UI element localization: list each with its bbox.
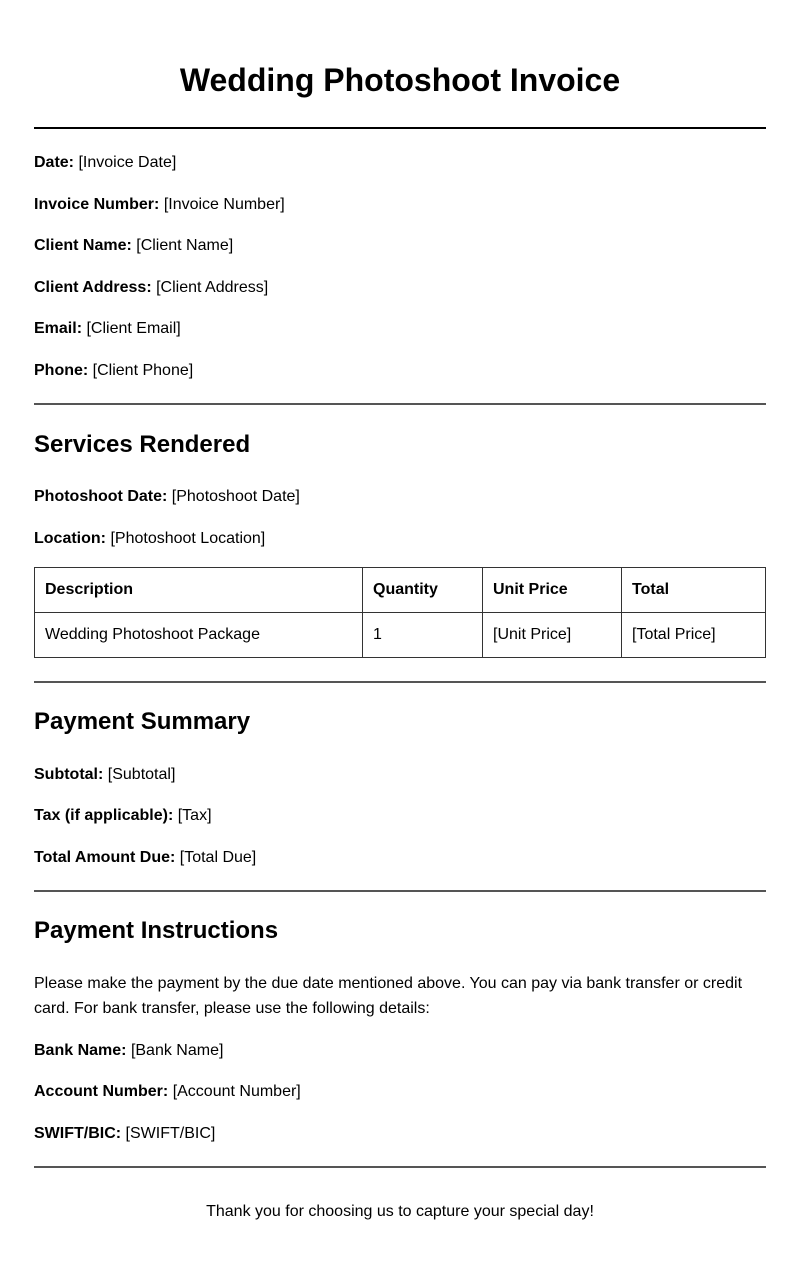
phone-field <box>34 361 193 381</box>
table-row <box>35 613 766 658</box>
account-number-field <box>34 1082 301 1102</box>
column-header-unit-price: Unit Price <box>483 568 622 613</box>
total-due-label: Total Amount Due: <box>34 849 176 866</box>
email-field <box>34 319 181 339</box>
invoice-number-field <box>34 195 285 215</box>
subtotal-value: [Subtotal] <box>107 766 176 783</box>
client-name-value: [Client Name] <box>136 237 234 254</box>
divider <box>34 681 766 683</box>
invoice-title: Wedding Photoshoot Invoice <box>179 62 621 98</box>
account-number-label: Account Number: <box>34 1083 169 1100</box>
column-header-total: Total <box>622 568 766 613</box>
phone-value: [Client Phone] <box>92 362 194 379</box>
subtotal-field <box>34 765 175 785</box>
tax-field <box>34 806 212 826</box>
client-address-label: Client Address: <box>34 279 152 296</box>
photoshoot-date-value: [Photoshoot Date] <box>171 488 300 505</box>
bank-name-value: [Bank Name] <box>130 1042 224 1059</box>
payment-summary-heading: Payment Summary <box>34 708 251 735</box>
account-number-value: [Account Number] <box>172 1083 301 1100</box>
invoice-number-value: [Invoice Number] <box>163 196 285 213</box>
client-name-field <box>34 236 233 256</box>
column-header-quantity: Quantity <box>363 568 483 613</box>
date-label: Date: <box>34 154 75 171</box>
client-address-value: [Client Address] <box>156 279 269 296</box>
swift-bic-value: [SWIFT/BIC] <box>125 1125 216 1142</box>
invoice-number-label: Invoice Number: <box>34 196 160 213</box>
thank-you-note: Thank you for choosing us to capture your special day! <box>206 1203 594 1220</box>
client-name-label: Client Name: <box>34 237 132 254</box>
location-label: Location: <box>34 530 106 547</box>
phone-label: Phone: <box>34 362 89 379</box>
total-due-value: [Total Due] <box>179 849 257 866</box>
date-field <box>34 153 176 173</box>
tax-label: Tax (if applicable): <box>34 807 174 824</box>
swift-bic-field <box>34 1124 215 1144</box>
email-value: [Client Email] <box>86 320 181 337</box>
photoshoot-date-label: Photoshoot Date: <box>34 488 168 505</box>
divider <box>34 127 766 129</box>
total-due-field <box>34 848 256 868</box>
services-heading: Services Rendered <box>34 431 251 458</box>
payment-instructions-text: Please make the payment by the due date mentioned above. You can pay via bank transfer or credit card. For bank transfer, please use the following details: <box>34 975 743 1017</box>
payment-instructions-heading: Payment Instructions <box>34 917 279 944</box>
cell-description: Wedding Photoshoot Package <box>35 613 363 658</box>
photoshoot-date-field <box>34 487 300 507</box>
swift-bic-label: SWIFT/BIC: <box>34 1125 122 1142</box>
column-header-description: Description <box>35 568 363 613</box>
tax-value: [Tax] <box>177 807 212 824</box>
email-label: Email: <box>34 320 83 337</box>
location-field <box>34 529 265 549</box>
cell-quantity: 1 <box>363 613 483 658</box>
bank-name-field <box>34 1041 223 1061</box>
location-value: [Photoshoot Location] <box>110 530 266 547</box>
subtotal-label: Subtotal: <box>34 766 104 783</box>
cell-unit-price: [Unit Price] <box>483 613 622 658</box>
divider <box>34 890 766 892</box>
cell-total: [Total Price] <box>622 613 766 658</box>
divider <box>34 403 766 405</box>
divider <box>34 1166 766 1168</box>
table-header-row <box>35 568 766 613</box>
date-value: [Invoice Date] <box>78 154 177 171</box>
bank-name-label: Bank Name: <box>34 1042 127 1059</box>
client-address-field <box>34 278 268 298</box>
services-table <box>34 567 766 658</box>
